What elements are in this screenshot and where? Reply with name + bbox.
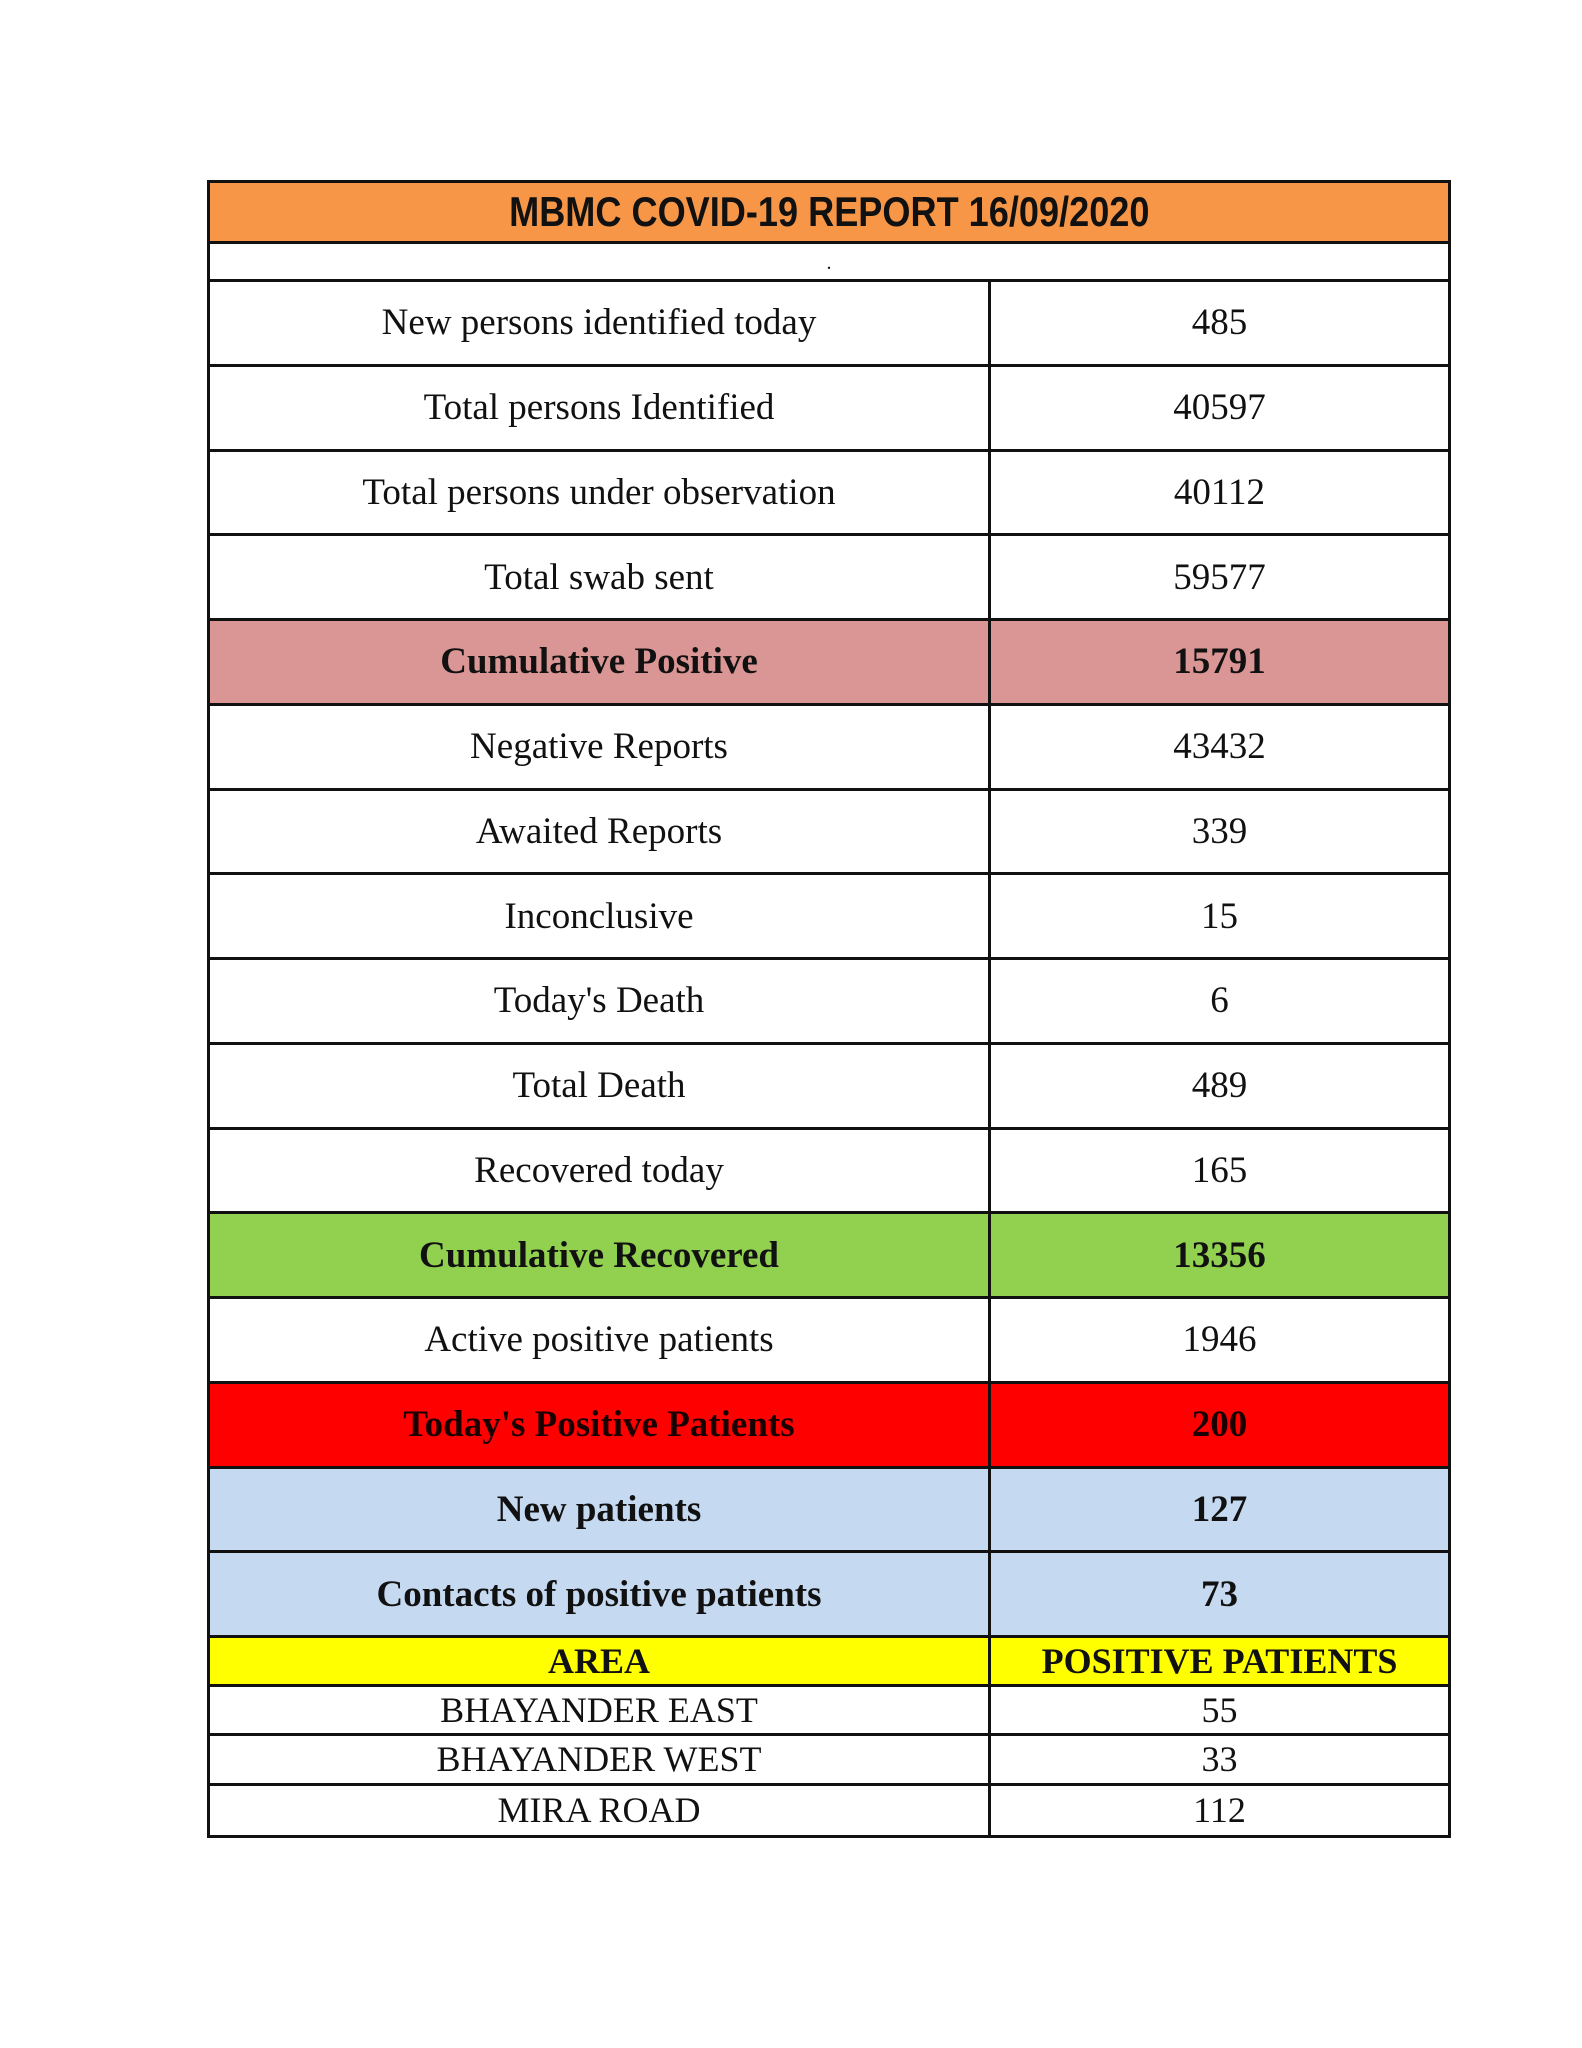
area-table-header — [210, 1638, 1448, 1687]
stat-label: New persons identified today — [210, 282, 991, 364]
stat-value: 1946 — [1182, 1319, 1257, 1361]
area-column-header: AREA — [210, 1638, 991, 1684]
area-name: BHAYANDER WEST — [210, 1736, 991, 1782]
stat-row — [210, 1384, 1448, 1469]
spacer-row — [210, 244, 1448, 282]
stat-row — [210, 452, 1448, 537]
stat-row — [210, 367, 1448, 452]
stat-label: Contacts of positive patients — [210, 1553, 991, 1635]
stat-value: 40597 — [1173, 387, 1266, 429]
stat-value: 59577 — [1173, 556, 1266, 598]
stat-row — [210, 706, 1448, 791]
stat-value: 127 — [1191, 1488, 1248, 1530]
stat-value: 15791 — [1173, 641, 1266, 683]
stat-rows — [210, 282, 1448, 1638]
stat-value: 43432 — [1173, 726, 1266, 768]
stat-row — [210, 1469, 1448, 1554]
stat-value: 165 — [1191, 1149, 1248, 1191]
stat-label: Total swab sent — [210, 536, 991, 618]
stat-value: 339 — [1191, 810, 1248, 852]
area-positive-count: 55 — [1201, 1690, 1238, 1731]
stat-row — [210, 1553, 1448, 1638]
stat-row — [210, 282, 1448, 367]
stat-label: Total persons Identified — [210, 367, 991, 449]
stat-label: Today's Death — [210, 960, 991, 1042]
stat-value: 200 — [1191, 1404, 1248, 1446]
report-title-row — [210, 183, 1448, 244]
area-row — [210, 1786, 1448, 1835]
stat-value: 40112 — [1173, 471, 1266, 513]
stat-value: 73 — [1201, 1573, 1238, 1615]
covid-report-table — [207, 180, 1451, 1838]
stat-row — [210, 1214, 1448, 1299]
report-title: MBMC COVID-19 REPORT 16/09/2020 — [508, 188, 1150, 235]
stat-row — [210, 621, 1448, 706]
stat-row — [210, 875, 1448, 960]
positive-patients-column-header: POSITIVE PATIENTS — [1041, 1641, 1398, 1681]
stat-label: Recovered today — [210, 1130, 991, 1212]
area-row — [210, 1687, 1448, 1736]
stat-label: Total Death — [210, 1045, 991, 1127]
stat-value: 489 — [1191, 1065, 1248, 1107]
stat-label: Total persons under observation — [210, 452, 991, 534]
stat-value: 15 — [1201, 895, 1238, 937]
area-positive-count: 33 — [1201, 1739, 1238, 1780]
stat-label: Inconclusive — [210, 875, 991, 957]
stat-row — [210, 1299, 1448, 1384]
stat-row — [210, 536, 1448, 621]
stat-label: Active positive patients — [210, 1299, 991, 1381]
stat-label: Cumulative Positive — [210, 621, 991, 703]
area-name: MIRA ROAD — [210, 1786, 991, 1835]
stat-value: 485 — [1191, 302, 1248, 344]
stat-label: Cumulative Recovered — [210, 1214, 991, 1296]
stat-row — [210, 1045, 1448, 1130]
stat-row — [210, 960, 1448, 1045]
spacer-dot: . — [826, 252, 832, 274]
area-positive-count: 112 — [1193, 1790, 1246, 1831]
area-name: BHAYANDER EAST — [210, 1687, 991, 1733]
stat-row — [210, 791, 1448, 876]
area-row — [210, 1736, 1448, 1785]
stat-value: 13356 — [1173, 1234, 1266, 1276]
stat-row — [210, 1130, 1448, 1215]
stat-label: Today's Positive Patients — [210, 1384, 991, 1466]
area-rows — [210, 1687, 1448, 1835]
stat-label: Negative Reports — [210, 706, 991, 788]
stat-value: 6 — [1210, 980, 1229, 1022]
stat-label: New patients — [210, 1469, 991, 1551]
stat-label: Awaited Reports — [210, 791, 991, 873]
